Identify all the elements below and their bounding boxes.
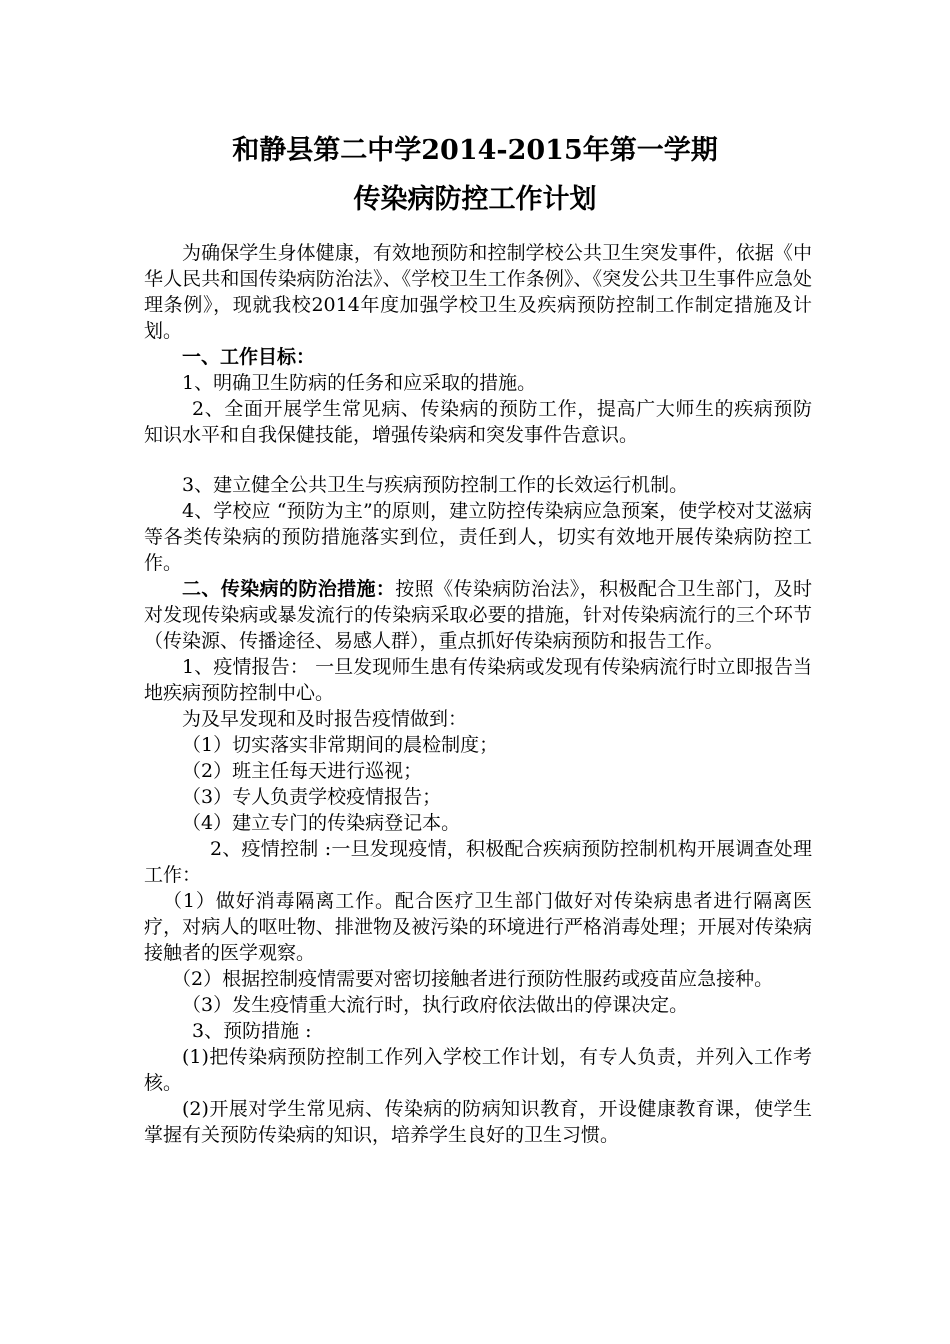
report-item-1: （1）切实落实非常期间的晨检制度；: [182, 734, 499, 756]
prevention-heading: 3、预防措施 :: [192, 1020, 312, 1042]
section2-heading: 二、传染病的防治措施：: [182, 578, 396, 600]
control-heading: 2、疫情控制 :一旦发现疫情，积极配合疾病预防控制机构开展调查处理工作：: [144, 838, 812, 886]
goal-item-3: 3、建立健全公共卫生与疾病预防控制工作的长效运行机制。: [182, 474, 689, 496]
control-item-1: （1）做好消毒隔离工作。配合医疗卫生部门做好对传染病患者进行隔离医疗，对病人的呕吐物、排泄物及被污染的环境进行严格消毒处理；开展对传染病接触者的医学观察。: [144, 890, 812, 964]
report-item-2: （2）班主任每天进行巡视；: [182, 760, 423, 782]
goal-item-2: 2、全面开展学生常见病、传染病的预防工作，提高广大师生的疾病预防知识水平和自我保健技能，增强传染病和突发事件告意识。: [144, 398, 812, 446]
document-body: [144, 240, 812, 1148]
prevention-item-1: (1)把传染病预防控制工作列入学校工作计划，有专人负责，并列入工作考核。: [144, 1046, 812, 1094]
control-item-3: （3）发生疫情重大流行时，执行政府依法做出的停课决定。: [182, 994, 689, 1016]
report-item-3: （3）专人负责学校疫情报告；: [182, 786, 442, 808]
goal-item-4: 4、学校应 “预防为主”的原则，建立防控传染病应急预案，使学校对艾滋病等各类传染病的预防措施落实到位，责任到人，切实有效地开展传染病防控工作。: [144, 500, 812, 574]
intro-paragraph: 为确保学生身体健康，有效地预防和控制学校公共卫生突发事件，依据《中华人民共和国传染病防治法》、《学校卫生工作条例》、《突发公共卫生事件应急处理条例》，现就我校2014年度加强学校卫生及疾病预防控制工作制定措施及计划。: [144, 242, 812, 342]
report-lead: 为及早发现和及时报告疫情做到：: [182, 708, 468, 730]
section1-heading: 一、工作目标：: [182, 346, 316, 368]
report-item-4: （4）建立专门的传染病登记本。: [182, 812, 461, 834]
control-item-2: （2）根据控制疫情需要对密切接触者进行预防性服药或疫苗应急接种。: [172, 968, 774, 990]
section2-paragraph: [144, 576, 812, 654]
report-heading: 1、疫情报告： 一旦发现师生患有传染病或发现有传染病流行时立即报告当地疾病预防控制中心。: [144, 656, 812, 704]
prevention-item-2: (2)开展对学生常见病、传染病的防病知识教育，开设健康教育课，使学生掌握有关预防传染病的知识，培养学生良好的卫生习惯。: [144, 1098, 812, 1146]
document-title-line2: 传染病防控工作计划: [353, 184, 597, 215]
section2-intro: 按照《传染病防治法》，积极配合卫生部门，及时对发现传染病或暴发流行的传染病采取必要的措施，针对传染病流行的三个环节（传染源、传播途径、易感人群），重点抓好传染病预防和报告工作。: [144, 578, 812, 652]
paragraph-gap: [144, 448, 812, 472]
document-title-line1: 和静县第二中学2014-2015年第一学期: [232, 135, 718, 166]
goal-item-1: 1、明确卫生防病的任务和应采取的措施。: [182, 372, 537, 394]
